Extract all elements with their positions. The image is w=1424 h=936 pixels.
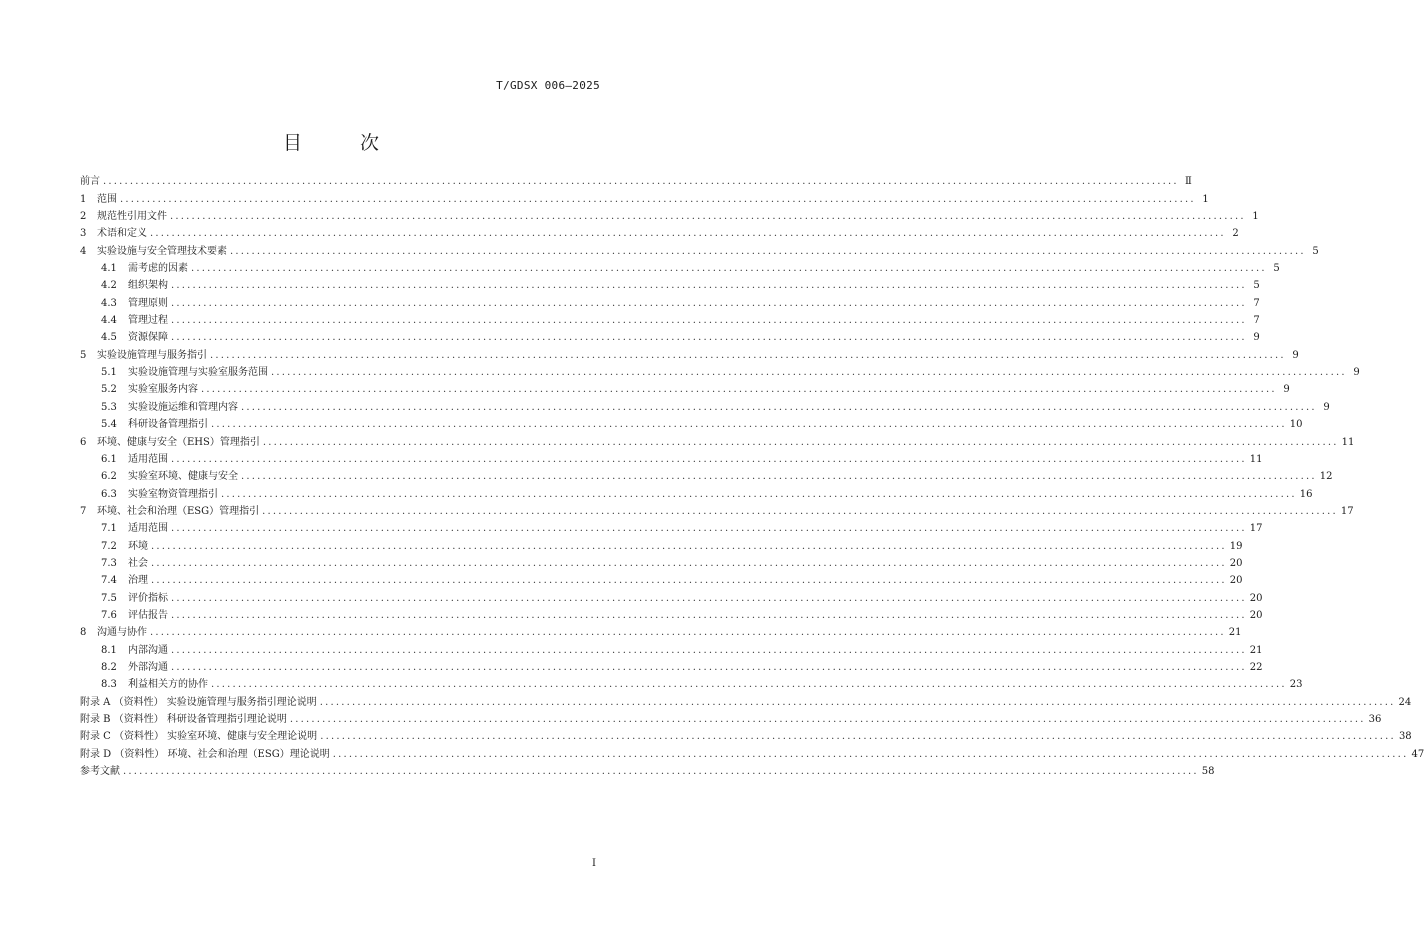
toc-entry-page: 9 xyxy=(1353,367,1360,379)
toc-entry-page: 20 xyxy=(1249,592,1263,604)
toc-entry-label xyxy=(101,367,268,379)
toc-entry-page: 20 xyxy=(1229,557,1243,569)
toc-entry-label xyxy=(101,332,168,344)
toc-entry-title: 参考文献 xyxy=(80,766,120,778)
toc-entry-title: 附录 B （资料性） 科研设备管理指引理论说明 xyxy=(80,714,287,725)
toc-entry-title: 利益相关方的协作 xyxy=(128,679,208,691)
toc-dot-leader: ........................................................................................................................................................................................................ xyxy=(171,315,1247,327)
toc-entry-number: 7.3 xyxy=(101,557,117,569)
toc-dot-leader: ........................................................................................................................................................................................................ xyxy=(320,731,1396,743)
toc-entry[interactable] xyxy=(80,188,1209,205)
toc-entry-page: 1 xyxy=(1252,211,1259,223)
toc-entry-label xyxy=(101,593,168,605)
toc-entry-number: 7.5 xyxy=(101,592,117,604)
toc-entry-title: 管理原则 xyxy=(128,297,168,309)
toc-entry[interactable] xyxy=(80,743,1424,760)
toc-entry-number: 4.2 xyxy=(101,280,117,292)
toc-entry-number: 8.3 xyxy=(101,679,117,691)
toc-entry-page: 11 xyxy=(1341,436,1355,448)
toc-dot-leader: ........................................................................................................................................................................................................ xyxy=(150,228,1226,240)
toc-entry-label xyxy=(101,419,208,431)
toc-entry[interactable] xyxy=(80,449,1263,466)
toc-entry-number: 4.3 xyxy=(101,297,117,309)
toc-entry[interactable] xyxy=(80,709,1382,726)
toc-entry-title: 组织架构 xyxy=(128,280,168,292)
toc-entry-page: Ⅱ xyxy=(1184,176,1192,188)
toc-dot-leader: ........................................................................................................................................................................................................ xyxy=(171,644,1247,656)
toc-entry-title: 规范性引用文件 xyxy=(97,211,167,223)
toc-entry-number: 4 xyxy=(80,245,87,257)
toc-entry-title: 外部沟通 xyxy=(128,661,168,673)
toc-entry-page: 7 xyxy=(1253,315,1260,327)
toc-entry-label xyxy=(101,610,168,622)
toc-entry-number: 1 xyxy=(80,193,87,205)
toc-entry-label xyxy=(80,176,100,188)
toc-entry-title: 附录 C （资料性） 实验室环境、健康与安全理论说明 xyxy=(80,731,318,743)
toc-dot-leader: ........................................................................................................................................................................................................ xyxy=(201,384,1277,396)
toc-entry[interactable] xyxy=(80,587,1263,604)
toc-entry-label xyxy=(80,437,260,449)
standard-code: T/GDSX 006—2025 xyxy=(496,79,600,92)
toc-entry-number: 7.6 xyxy=(101,609,117,621)
toc-entry-title: 实验设施管理与实验室服务范围 xyxy=(128,367,268,379)
toc-entry-page: 5 xyxy=(1253,280,1260,292)
toc-entry-number: 5.4 xyxy=(101,419,117,431)
toc-entry[interactable] xyxy=(80,553,1243,570)
toc-entry[interactable] xyxy=(80,171,1192,188)
toc-entry[interactable] xyxy=(80,535,1243,552)
toc-entry-page: 58 xyxy=(1201,766,1215,778)
table-of-contents xyxy=(80,171,1424,778)
toc-entry-page: 20 xyxy=(1249,609,1263,621)
toc-entry-number: 8 xyxy=(80,627,87,639)
toc-entry-label xyxy=(101,384,198,396)
toc-entry-title: 附录 D （资料性） 环境、社会和治理（ESG）理论说明 xyxy=(80,748,330,760)
toc-entry-number: 7.2 xyxy=(101,540,117,552)
toc-entry-page: 7 xyxy=(1253,297,1260,309)
toc-entry[interactable] xyxy=(80,726,1412,743)
toc-dot-leader: ........................................................................................................................................................................................................ xyxy=(241,471,1317,483)
toc-entry-label xyxy=(101,471,238,483)
toc-entry-label xyxy=(101,489,218,501)
toc-entry[interactable] xyxy=(80,327,1260,344)
toc-entry[interactable] xyxy=(80,240,1319,257)
toc-entry-page: 1 xyxy=(1202,193,1209,205)
toc-entry-page: 10 xyxy=(1289,419,1303,431)
toc-entry-page: 17 xyxy=(1249,523,1263,535)
toc-entry-page: 38 xyxy=(1398,731,1412,743)
toc-dot-leader: ........................................................................................................................................................................................................ xyxy=(211,419,1287,431)
toc-entry-label xyxy=(80,246,227,258)
toc-dot-leader: ........................................................................................................................................................................................................ xyxy=(262,505,1338,517)
toc-entry-page: 11 xyxy=(1249,453,1263,465)
toc-entry-page: 47 xyxy=(1411,748,1424,760)
toc-entry-page: 2 xyxy=(1232,228,1239,240)
toc-entry-title: 资源保障 xyxy=(128,332,168,344)
toc-entry-number: 7 xyxy=(80,505,87,517)
toc-entry-page: 9 xyxy=(1292,349,1299,361)
toc-entry-title: 管理过程 xyxy=(128,315,168,327)
toc-entry[interactable] xyxy=(80,414,1303,431)
toc-entry-page: 19 xyxy=(1229,540,1243,552)
toc-dot-leader: ........................................................................................................................................................................................................ xyxy=(171,592,1247,604)
toc-entry-label xyxy=(101,402,238,414)
toc-entry-title: 实验室服务内容 xyxy=(128,384,198,396)
toc-entry-title: 术语和定义 xyxy=(97,228,147,240)
toc-entry-title: 环境、社会和治理（ESG）管理指引 xyxy=(97,505,260,517)
toc-entry-title: 科研设备管理指引 xyxy=(128,419,208,431)
toc-entry-title: 附录 A （资料性） 实验设施管理与服务指引理论说明 xyxy=(80,696,317,708)
toc-dot-leader: ........................................................................................................................................................................................................ xyxy=(171,280,1247,292)
toc-entry-title: 适用范围 xyxy=(128,453,168,465)
toc-entry-title: 环境 xyxy=(128,540,148,552)
toc-entry-title: 社会 xyxy=(128,557,148,569)
toc-entry-number: 6.1 xyxy=(101,453,117,465)
toc-dot-leader: ........................................................................................................................................................................................................ xyxy=(170,211,1246,223)
toc-dot-leader: ........................................................................................................................................................................................................ xyxy=(210,349,1286,361)
toc-entry-number: 5.1 xyxy=(101,367,117,379)
toc-entry[interactable] xyxy=(80,466,1333,483)
toc-dot-leader: ........................................................................................................................................................................................................ xyxy=(319,696,1396,708)
toc-entry-label xyxy=(101,645,168,657)
toc-entry-title: 需考虑的因素 xyxy=(128,263,188,275)
toc-dot-leader: ........................................................................................................................................................................................................ xyxy=(271,367,1347,379)
toc-dot-leader: ........................................................................................................................................................................................................ xyxy=(332,748,1409,760)
toc-entry[interactable] xyxy=(80,622,1242,639)
page-number: I xyxy=(592,858,596,869)
toc-entry-number: 8.2 xyxy=(101,661,117,673)
toc-entry-title: 实验室物资管理指引 xyxy=(128,488,218,500)
toc-entry-page: 5 xyxy=(1312,245,1319,257)
toc-entry-label xyxy=(101,662,168,674)
toc-entry[interactable] xyxy=(80,691,1412,708)
toc-entry-title: 实验设施管理与服务指引 xyxy=(97,349,207,361)
toc-entry-number: 6.2 xyxy=(101,471,117,483)
toc-entry-page: 12 xyxy=(1319,471,1333,483)
toc-entry-title: 评价指标 xyxy=(128,592,168,604)
toc-dot-leader: ........................................................................................................................................................................................................ xyxy=(289,714,1366,725)
toc-entry-title: 实验室环境、健康与安全 xyxy=(128,471,238,483)
toc-entry-title: 环境、健康与安全（EHS）管理指引 xyxy=(97,436,260,448)
toc-entry-label xyxy=(80,350,207,362)
toc-entry-label xyxy=(80,697,317,709)
toc-entry[interactable] xyxy=(80,396,1330,413)
toc-entry[interactable] xyxy=(80,344,1299,361)
toc-dot-leader: ........................................................................................................................................................................................................ xyxy=(151,540,1227,552)
toc-entry-number: 6 xyxy=(80,436,87,448)
toc-entry[interactable] xyxy=(80,258,1280,275)
toc-entry-label xyxy=(101,280,168,292)
toc-entry[interactable] xyxy=(80,518,1263,535)
toc-entry-number: 4.1 xyxy=(101,263,117,275)
toc-entry[interactable] xyxy=(80,362,1360,379)
toc-entry[interactable] xyxy=(80,310,1260,327)
toc-entry-label xyxy=(80,749,330,761)
toc-entry-page: 21 xyxy=(1228,627,1242,639)
toc-entry[interactable] xyxy=(80,639,1263,656)
toc-entry[interactable] xyxy=(80,674,1303,691)
toc-entry[interactable] xyxy=(80,501,1354,518)
toc-entry-label xyxy=(80,506,259,518)
toc-entry-label xyxy=(101,558,148,570)
page-title: 目 次 xyxy=(282,132,406,154)
toc-dot-leader: ........................................................................................................................................................................................................ xyxy=(171,453,1247,465)
toc-entry-label xyxy=(80,211,167,223)
toc-entry-page: 22 xyxy=(1249,661,1263,673)
toc-entry-label xyxy=(101,454,168,466)
toc-dot-leader: ........................................................................................................................................................................................................ xyxy=(123,766,1199,778)
toc-entry-title: 内部沟通 xyxy=(128,644,168,656)
toc-entry-number: 8.1 xyxy=(101,644,117,656)
toc-entry-number: 5.2 xyxy=(101,384,117,396)
toc-entry[interactable] xyxy=(80,292,1260,309)
toc-entry-title: 前言 xyxy=(80,176,100,188)
toc-dot-leader: ........................................................................................................................................................................................................ xyxy=(171,332,1247,344)
toc-entry-page: 24 xyxy=(1398,696,1412,708)
toc-entry[interactable] xyxy=(80,223,1239,240)
toc-entry-number: 3 xyxy=(80,228,87,240)
toc-entry-page: 20 xyxy=(1229,575,1243,587)
toc-dot-leader: ........................................................................................................................................................................................................ xyxy=(171,523,1247,535)
toc-dot-leader: ........................................................................................................................................................................................................ xyxy=(171,661,1247,673)
toc-entry-title: 适用范围 xyxy=(128,523,168,535)
toc-dot-leader: ........................................................................................................................................................................................................ xyxy=(191,263,1267,275)
toc-entry-title: 治理 xyxy=(128,575,148,587)
toc-entry-number: 7.1 xyxy=(101,523,117,535)
toc-entry[interactable] xyxy=(80,605,1263,622)
toc-entry-label xyxy=(80,714,287,726)
toc-entry[interactable] xyxy=(80,483,1313,500)
toc-dot-leader: ........................................................................................................................................................................................................ xyxy=(241,401,1317,413)
toc-entry-number: 5 xyxy=(80,349,87,361)
toc-entry-number: 4.5 xyxy=(101,332,117,344)
toc-entry-title: 实验设施运维和管理内容 xyxy=(128,401,238,413)
toc-entry[interactable] xyxy=(80,570,1243,587)
toc-entry-label xyxy=(80,228,147,240)
toc-entry-page: 36 xyxy=(1368,714,1382,725)
toc-entry-label xyxy=(101,263,188,275)
toc-dot-leader: ........................................................................................................................................................................................................ xyxy=(262,436,1339,448)
toc-entry-label xyxy=(101,315,168,327)
toc-entry-label xyxy=(101,575,148,587)
toc-dot-leader: ........................................................................................................................................................................................................ xyxy=(230,245,1306,257)
toc-entry-number: 5.3 xyxy=(101,401,117,413)
toc-dot-leader: ........................................................................................................................................................................................................ xyxy=(150,627,1226,639)
toc-dot-leader: ........................................................................................................................................................................................................ xyxy=(221,488,1297,500)
toc-dot-leader: ........................................................................................................................................................................................................ xyxy=(171,609,1247,621)
toc-entry-page: 17 xyxy=(1340,505,1354,517)
toc-entry-number: 2 xyxy=(80,211,87,223)
toc-dot-leader: ........................................................................................................................................................................................................ xyxy=(211,679,1287,691)
toc-dot-leader: ........................................................................................................................................................................................................ xyxy=(103,176,1179,188)
toc-entry-page: 23 xyxy=(1289,679,1303,691)
toc-entry-number: 7.4 xyxy=(101,575,117,587)
toc-entry[interactable] xyxy=(80,379,1290,396)
toc-entry-page: 21 xyxy=(1249,644,1263,656)
toc-entry-label xyxy=(101,523,168,535)
toc-entry-page: 9 xyxy=(1253,332,1260,344)
toc-entry-number: 6.3 xyxy=(101,488,117,500)
toc-entry-label xyxy=(80,766,120,778)
toc-entry-label xyxy=(80,627,147,639)
toc-entry[interactable] xyxy=(80,275,1260,292)
toc-entry-page: 9 xyxy=(1323,401,1330,413)
toc-entry-title: 实验设施与安全管理技术要素 xyxy=(97,245,227,257)
toc-entry[interactable] xyxy=(80,206,1259,223)
toc-entry-title: 范围 xyxy=(97,193,117,205)
toc-entry-label xyxy=(101,298,168,310)
toc-entry[interactable] xyxy=(80,431,1355,448)
toc-entry-title: 沟通与协作 xyxy=(97,627,147,639)
toc-entry-page: 9 xyxy=(1283,384,1290,396)
toc-entry-page: 5 xyxy=(1273,263,1280,275)
toc-dot-leader: ........................................................................................................................................................................................................ xyxy=(151,557,1227,569)
toc-dot-leader: ........................................................................................................................................................................................................ xyxy=(151,575,1227,587)
toc-entry-title: 评估报告 xyxy=(128,609,168,621)
toc-entry-label xyxy=(101,541,148,553)
toc-entry-page: 16 xyxy=(1299,488,1313,500)
toc-entry-label xyxy=(80,731,317,743)
toc-dot-leader: ........................................................................................................................................................................................................ xyxy=(120,193,1196,205)
toc-entry-number: 4.4 xyxy=(101,315,117,327)
toc-entry[interactable] xyxy=(80,657,1263,674)
toc-entry-label xyxy=(101,679,208,691)
toc-entry[interactable] xyxy=(80,761,1215,778)
toc-entry-label xyxy=(80,194,117,206)
toc-dot-leader: ........................................................................................................................................................................................................ xyxy=(171,297,1247,309)
